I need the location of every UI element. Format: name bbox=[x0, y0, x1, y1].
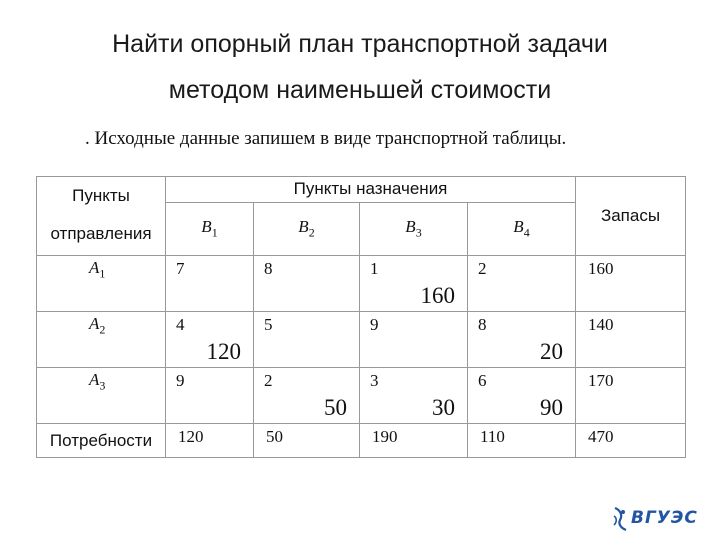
allocation-value: 90 bbox=[540, 395, 563, 420]
cell-a3-b3 bbox=[360, 368, 468, 424]
demand-label: Потребности bbox=[37, 424, 166, 458]
cost-value: 4 bbox=[176, 315, 185, 334]
cell-a1-b3 bbox=[360, 256, 468, 312]
destination-b2: $B_2$ bbox=[254, 203, 360, 256]
destinations-header: Пункты назначения bbox=[166, 177, 576, 203]
transport-table bbox=[36, 176, 686, 458]
total-value: 470 bbox=[576, 424, 686, 458]
cost-value: 2 bbox=[264, 371, 273, 390]
page-title-line-2: методом наименьшей стоимости bbox=[168, 76, 552, 104]
table-row bbox=[37, 368, 686, 424]
university-logo bbox=[611, 506, 701, 534]
cost-value: 3 bbox=[370, 371, 379, 390]
allocation-value: 160 bbox=[420, 283, 455, 308]
destination-b1: $B_1$ bbox=[166, 203, 254, 256]
logo-text: ВГУЭС bbox=[631, 508, 698, 528]
cost-value: 8 bbox=[478, 315, 487, 334]
cost-value: 7 bbox=[176, 259, 185, 278]
table-row bbox=[37, 256, 686, 312]
demand-b2: 50 bbox=[254, 424, 360, 458]
cost-value: 1 bbox=[370, 259, 379, 278]
cell-a2-b3 bbox=[360, 312, 468, 368]
page-title-line-1: Найти опорный план транспортной задачи bbox=[112, 30, 608, 58]
intro-text: . Исходные данные запишем в виде транспортной таблицы. bbox=[85, 128, 567, 149]
cell-a1-b4 bbox=[468, 256, 576, 312]
supply-a1: 160 bbox=[576, 256, 686, 312]
allocation-value: 120 bbox=[206, 339, 241, 364]
cost-value: 2 bbox=[478, 259, 487, 278]
cell-a2-b1 bbox=[166, 312, 254, 368]
demand-b3: 190 bbox=[360, 424, 468, 458]
supply-a3: 170 bbox=[576, 368, 686, 424]
cell-a3-b4 bbox=[468, 368, 576, 424]
cell-a1-b2 bbox=[254, 256, 360, 312]
table-row bbox=[37, 312, 686, 368]
cost-value: 6 bbox=[478, 371, 487, 390]
allocation-value: 20 bbox=[540, 339, 563, 364]
destination-b4: $B_4$ bbox=[468, 203, 576, 256]
cell-a3-b1 bbox=[166, 368, 254, 424]
origin-a3: $A_3$ bbox=[37, 368, 166, 424]
cell-a2-b4 bbox=[468, 312, 576, 368]
cost-value: 9 bbox=[176, 371, 185, 390]
cost-value: 5 bbox=[264, 315, 273, 334]
cell-a3-b2 bbox=[254, 368, 360, 424]
origin-header: Пункты отправления bbox=[37, 177, 166, 256]
allocation-value: 50 bbox=[324, 395, 347, 420]
demand-b1: 120 bbox=[166, 424, 254, 458]
allocation-value: 30 bbox=[432, 395, 455, 420]
supply-header: Запасы bbox=[576, 177, 686, 256]
vguas-logo-icon bbox=[611, 506, 629, 532]
supply-a2: 140 bbox=[576, 312, 686, 368]
origin-a2: $A_2$ bbox=[37, 312, 166, 368]
cell-a2-b2 bbox=[254, 312, 360, 368]
origin-a1: $A_1$ bbox=[37, 256, 166, 312]
destination-b3: $B_3$ bbox=[360, 203, 468, 256]
cost-value: 8 bbox=[264, 259, 273, 278]
cost-value: 9 bbox=[370, 315, 379, 334]
demand-b4: 110 bbox=[468, 424, 576, 458]
demand-row bbox=[37, 424, 686, 458]
cell-a1-b1 bbox=[166, 256, 254, 312]
